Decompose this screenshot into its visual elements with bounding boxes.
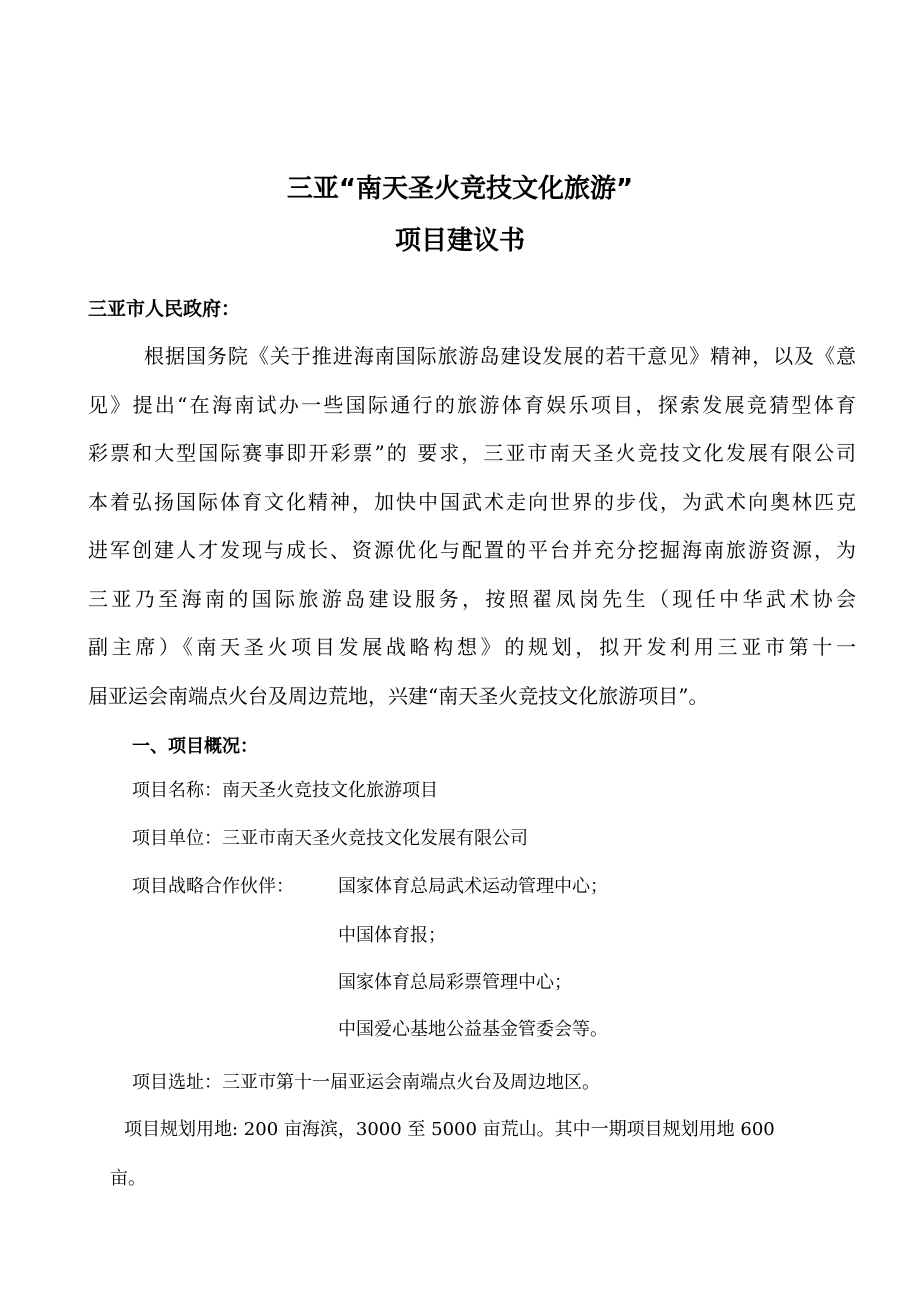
section-heading-overview: 一、项目概况： xyxy=(132,736,258,757)
project-land-field xyxy=(124,1115,775,1141)
project-unit-field xyxy=(132,824,528,850)
partner-item: 中国爱心基地公益基金管委会等。 xyxy=(338,1019,608,1040)
intro-paragraph xyxy=(88,332,856,720)
project-unit-label: 项目单位： xyxy=(132,828,222,849)
project-site-field xyxy=(132,1068,600,1094)
partners-label: 项目战略合作伙伴： xyxy=(132,876,294,897)
partner-item: 中国体育报； xyxy=(338,925,446,946)
project-name-value: 南天圣火竞技文化旅游项目 xyxy=(222,780,438,801)
project-site-value: 三亚市第十一届亚运会南端点火台及周边地区。 xyxy=(222,1072,600,1093)
document-title-line1: 三亚“南天圣火竞技文化旅游” xyxy=(286,174,634,204)
intro-line: 副主席）《南天圣火项目发展战略构想》的规划，拟开发利用三亚市第十一 xyxy=(88,635,856,659)
intro-line: 三亚乃至海南的国际旅游岛建设服务，按照翟凤岗先生（现任中华武术协会 xyxy=(88,586,856,611)
project-land-continuation: 亩。 xyxy=(110,1168,146,1189)
intro-line: 彩票和大型国际赛事即开彩票”的 要求，三亚市南天圣火竞技文化发展有限公司 xyxy=(88,441,856,465)
project-land-value: : 200 亩海滨，3000 至 5000 亩荒山。其中一期项目规划用地 600 xyxy=(232,1119,775,1140)
project-name-field xyxy=(132,776,438,802)
intro-line: 根据国务院《关于推进海南国际旅游岛建设发展的若干意见》精神，以及《意 xyxy=(144,344,856,368)
partner-item: 国家体育总局武术运动管理中心； xyxy=(338,876,608,897)
project-site-label: 项目选址： xyxy=(132,1072,222,1093)
intro-line: 届亚运会南端点火台及周边荒地，兴建“南天圣火竞技文化旅游项目”。 xyxy=(88,683,709,708)
intro-line: 见》提出“在海南试办一些国际通行的旅游体育娱乐项目，探索发展竞猜型体育 xyxy=(88,392,856,417)
project-land-label: 项目规划用地 xyxy=(124,1119,232,1140)
project-unit-value: 三亚市南天圣火竞技文化发展有限公司 xyxy=(222,828,528,849)
document-title-line2: 项目建议书 xyxy=(394,226,525,256)
intro-line: 进军创建人才发现与成长、资源优化与配置的平台并充分挖掘海南旅游资源，为 xyxy=(88,538,856,562)
intro-line: 本着弘扬国际体育文化精神，加快中国武术走向世界的步伐，为武术向奥林匹克 xyxy=(88,489,856,514)
project-name-label: 项目名称： xyxy=(132,780,222,801)
partner-item: 国家体育总局彩票管理中心； xyxy=(338,972,572,993)
salutation: 三亚市人民政府： xyxy=(88,298,241,320)
